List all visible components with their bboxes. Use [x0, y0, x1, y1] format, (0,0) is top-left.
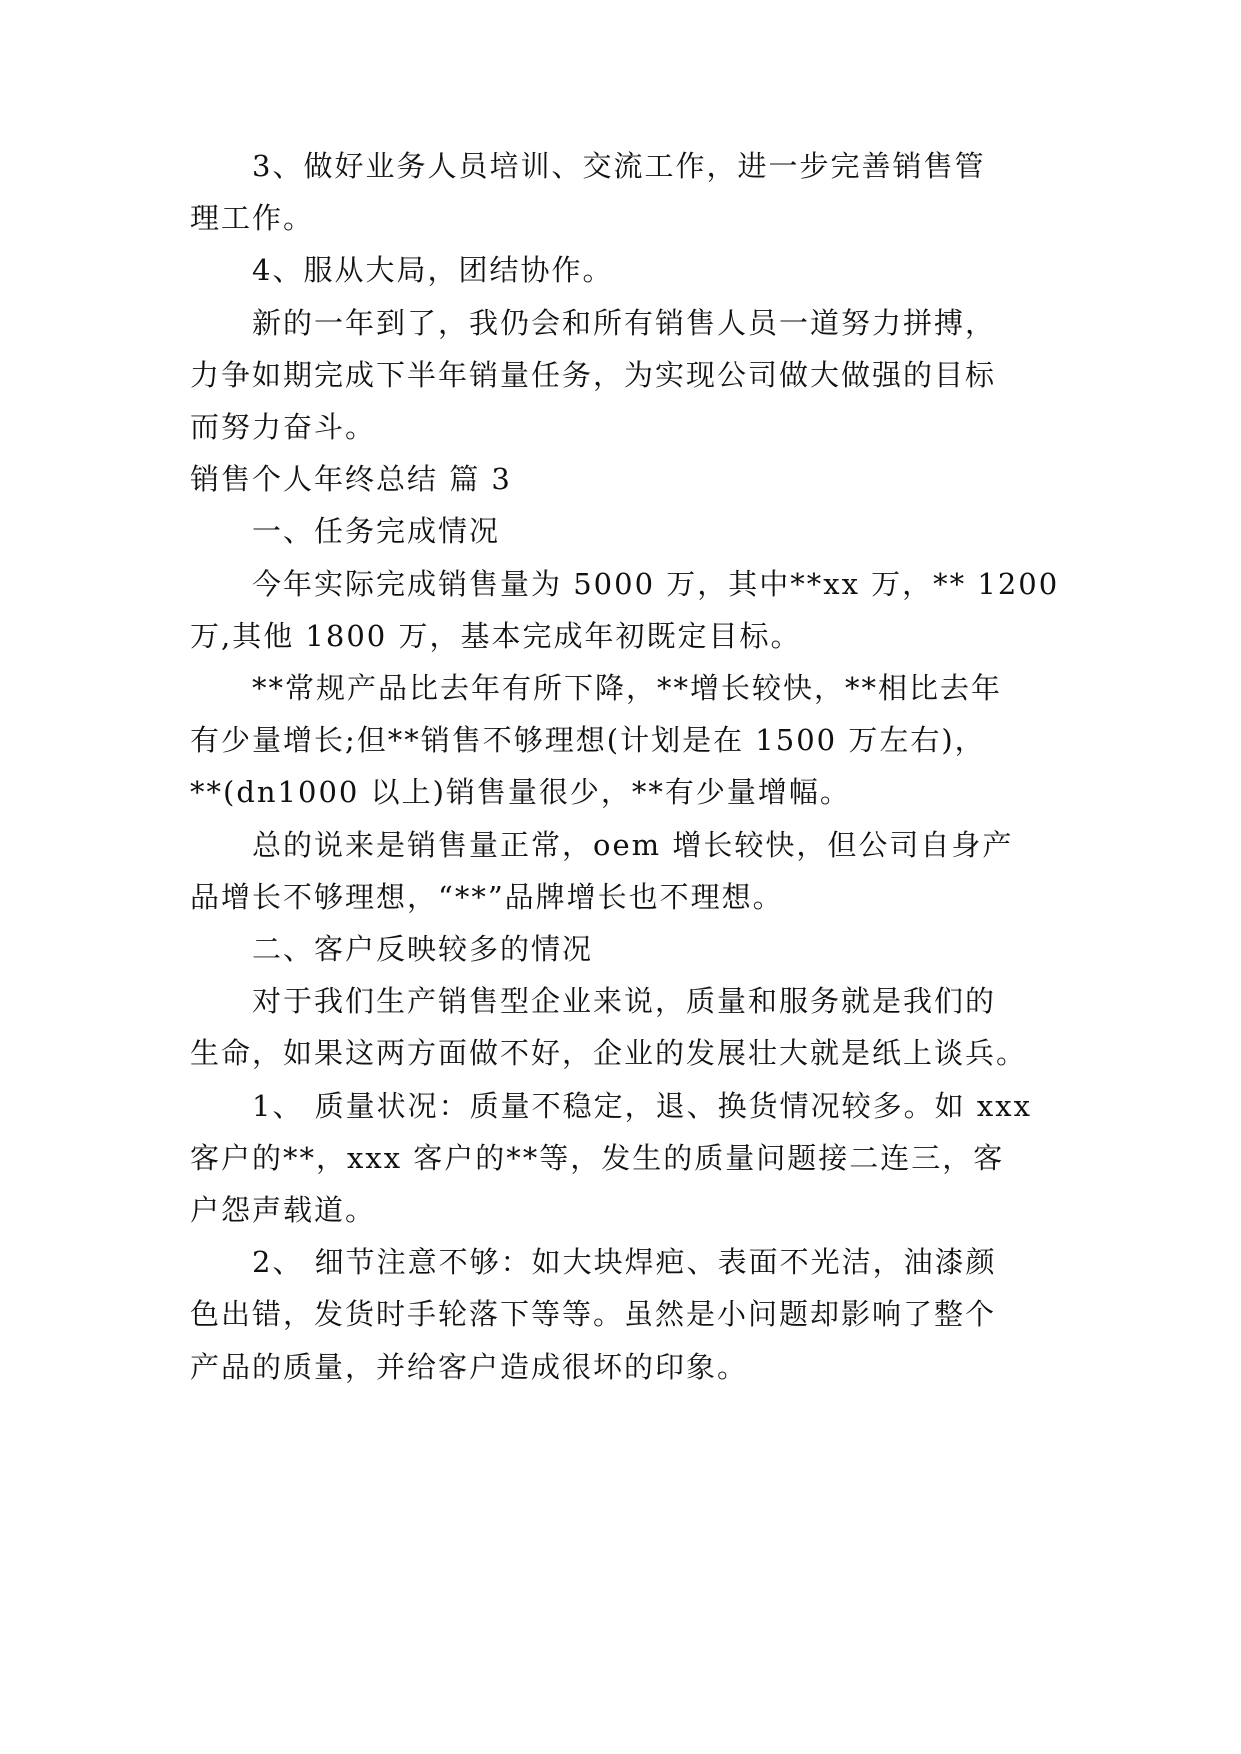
paragraph-line: **(dn1000 以上)销售量很少，**有少量增幅。 — [190, 775, 851, 809]
section-heading: 一、任务完成情况 — [252, 514, 501, 548]
paragraph-line: 新的一年到了，我仍会和所有销售人员一道努力拼搏， — [252, 306, 997, 340]
section-heading: 二、客户反映较多的情况 — [252, 932, 594, 966]
paragraph-line: 户怨声载道。 — [190, 1193, 377, 1227]
paragraph-line: 总的说来是销售量正常，oem 增长较快，但公司自身产 — [252, 828, 1014, 862]
paragraph-line: 色出错，发货时手轮落下等等。虽然是小问题却影响了整个 — [190, 1297, 997, 1331]
paragraph-line: 今年实际完成销售量为 5000 万，其中**xx 万，** 1200 — [252, 567, 1060, 601]
paragraph-line: 2、 细节注意不够：如大块焊疤、表面不光洁，油漆颜 — [252, 1245, 997, 1279]
paragraph-line: 品增长不够理想，“**”品牌增长也不理想。 — [190, 880, 784, 914]
paragraph-line: 产品的质量，并给客户造成很坏的印象。 — [190, 1350, 749, 1384]
paragraph-line: 而努力奋斗。 — [190, 410, 377, 444]
paragraph-line: 1、 质量状况：质量不稳定，退、换货情况较多。如 xxx — [252, 1089, 1032, 1123]
paragraph-line: 万,其他 1800 万，基本完成年初既定目标。 — [190, 619, 802, 653]
paragraph-line: 有少量增长;但**销售不够理想(计划是在 1500 万左右)， — [190, 723, 986, 757]
paragraph-line: 理工作。 — [190, 201, 315, 235]
paragraph-line: 3、做好业务人员培训、交流工作，进一步完善销售管 — [252, 149, 986, 183]
paragraph-line: 生命，如果这两方面做不好，企业的发展壮大就是纸上谈兵。 — [190, 1036, 1028, 1070]
paragraph-line: 力争如期完成下半年销量任务，为实现公司做大做强的目标 — [190, 358, 997, 392]
paragraph-line: 客户的**，xxx 客户的**等，发生的质量问题接二连三，客 — [190, 1141, 1005, 1175]
paragraph-line: 4、服从大局，团结协作。 — [252, 253, 614, 287]
paragraph-line: 对于我们生产销售型企业来说，质量和服务就是我们的 — [252, 984, 997, 1018]
section-title: 销售个人年终总结 篇 3 — [190, 462, 512, 496]
paragraph-line: **常规产品比去年有所下降，**增长较快，**相比去年 — [252, 671, 1003, 705]
